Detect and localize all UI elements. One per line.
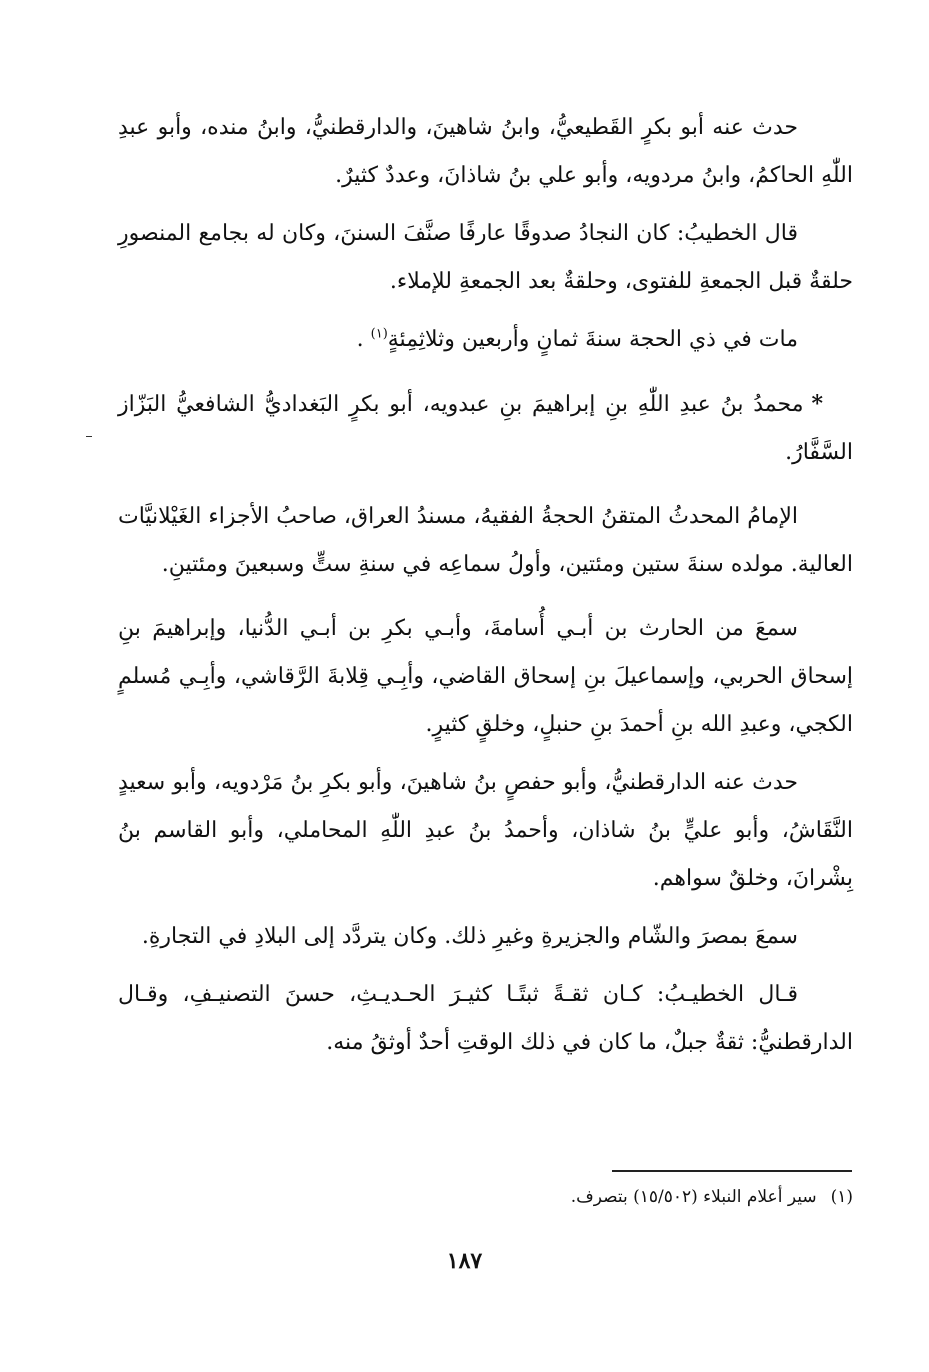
paragraph-teachers: سمعَ من الحارث بن أبـي أُسامةَ، وأبـي بكرِ بن أبـي الدُّنيا، وإبراهيمَ بنِ إسحاق الحربي، وإسماعيلَ بنِ إسحاق القاضي، وأبِـي قِلابةَ الرَّقاشي، وأبِـي مُسلمٍ الكجي، وعبدِ الله بنِ أحمدَ بنِ حنبلٍ، وخلقٍ كثيرٍ. — [118, 616, 853, 737]
death-period: . — [356, 327, 364, 352]
margin-mark — [86, 436, 92, 437]
main-text — [118, 104, 853, 1067]
asterisk-icon: * — [811, 391, 823, 417]
paragraph-khatib-assessment: قـال الخطيـبُ: كـان ثقـةً ثبتًـا كثيـرَ الحـديـثِ، حسنَ التصنيـفِ، وقـال الدارقطنيُّ: ثقةٌ جبلٌ، ما كان في ذلك الوقتِ أحدٌ أوثقُ منه. — [118, 982, 853, 1055]
page-number: ١٨٧ — [446, 1248, 483, 1274]
footnote-number: (١) — [830, 1187, 853, 1207]
paragraph-narrators: حدث عنه أبو بكرٍ القَطيعيُّ، وابنُ شاهينَ، والدارقطنيُّ، وابنُ منده، وأبو عبدِ اللّٰهِ الحاكمُ، وابنُ مردويه، وأبو علي بنُ شاذانَ، وعددٌ كثيرٌ. — [118, 115, 853, 188]
death-text: مات في ذي الحجة سنةَ ثمانٍ وأربعين وثلاثِمِئةٍ — [387, 327, 798, 352]
biography-heading — [118, 380, 853, 477]
footnote-reference[interactable]: (١) — [370, 326, 388, 342]
biography-name: محمدُ بنُ عبدِ اللّٰهِ بنِ إبراهيمَ بنِ عبدويه، أبو بكرٍ البَغداديُّ الشافعيُّ البَزّاز السَّفَّارُ. — [118, 392, 853, 465]
paragraph-khatib-najjad: قال الخطيبُ: كان النجادُ صدوقًا عارفًا صنَّفَ السننَ، وكان له بجامع المنصورِ حلقةٌ قبل الجمعةِ للفتوى، وحلقةٌ بعد الجمعةِ للإملاء. — [118, 221, 853, 294]
footnote-divider — [612, 1170, 852, 1172]
paragraph-students: حدث عنه الدارقطنيُّ، وأبو حفصٍ بنُ شاهينَ، وأبو بكرِ بنُ مَرْدويه، وأبو سعيدٍ النَّقَاشُ، وأبو عليٍّ بنُ شاذان، وأحمدُ بنُ عبدِ اللّٰهِ المحاملي، وأبو القاسم بنُ بِشْرانَ، وخلقٌ سواهم. — [118, 770, 853, 891]
footnote — [118, 1182, 853, 1212]
paragraph-imam-description: الإمامُ المحدثُ المتقنُ الحجةُ الفقيهُ، مسندُ العراق، صاحبُ الأجزاء الغَيْلانيَّات العالية. مولده سنةَ ستين ومئتين، وأولُ سماعِه في سنةِ ستٍّ وسبعينَ ومئتينِ. — [118, 504, 853, 577]
footnote-text: سير أعلام النبلاء (١٥/٥٠٢) بتصرف. — [570, 1187, 817, 1207]
paragraph-travels: سمعَ بمصرَ والشّام والجزيرةِ وغيرِ ذلك. وكان يتردَّد إلى البلادِ في التجارةِ. — [141, 924, 798, 949]
paragraph-death — [118, 316, 853, 364]
